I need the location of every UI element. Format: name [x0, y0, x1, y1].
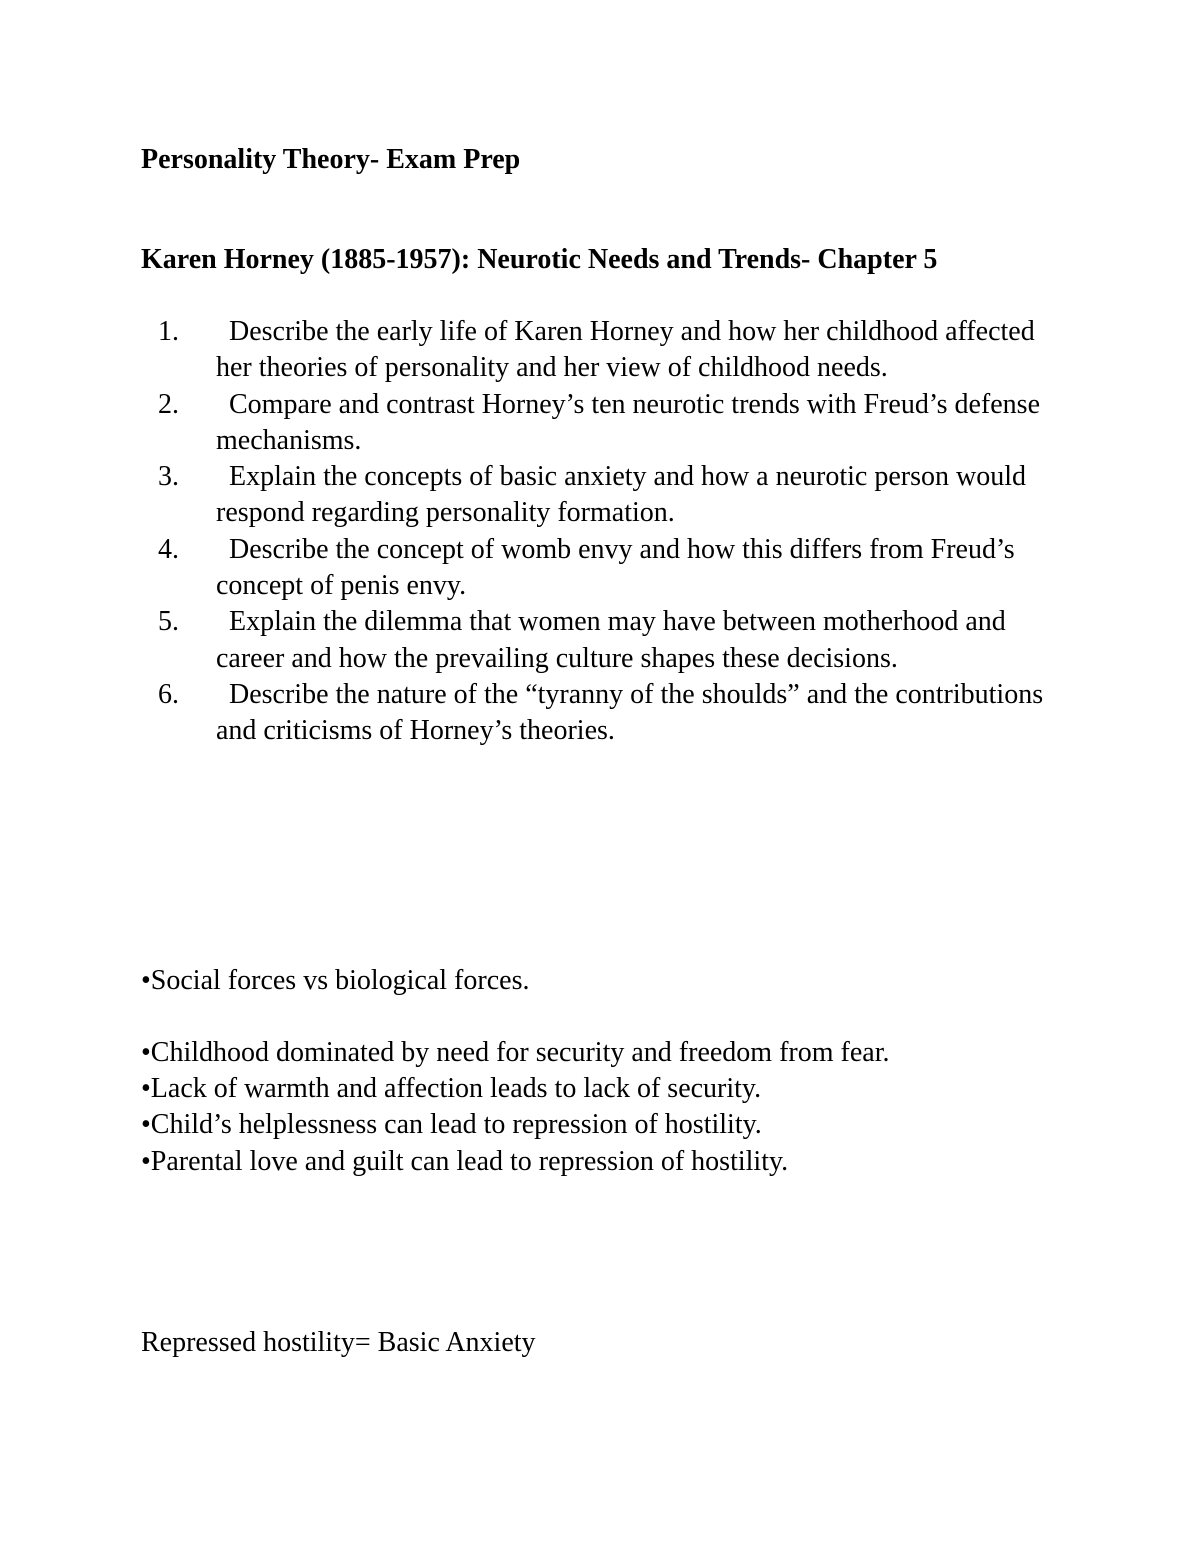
- question-text: Describe the nature of the “tyranny of the shoulds” and the contributions and criticisms of Horney’s theories.: [216, 678, 1044, 747]
- question-text: Explain the concepts of basic anxiety and how a neurotic person would respond regarding personality formation.: [216, 461, 1026, 529]
- question-item: [141, 459, 1071, 532]
- bullet-point: •Parental love and guilt can lead to repression of hostility.: [141, 1146, 789, 1177]
- question-text: Compare and contrast Horney’s ten neurotic trends with Freud’s defense mechanisms.: [216, 388, 1041, 456]
- question-text: Describe the early life of Karen Horney and how her childhood affected her theories of personality and her view of childhood needs.: [216, 316, 1035, 384]
- bullet-point: •Lack of warmth and affection leads to lack of security.: [141, 1073, 762, 1104]
- study-questions-list: [141, 314, 1071, 750]
- bullet-point: •Child’s helplessness can lead to repression of hostility.: [141, 1109, 762, 1140]
- question-number: 5.: [158, 606, 179, 638]
- question-item: [141, 532, 1071, 605]
- question-item: [141, 314, 1071, 387]
- question-text: Explain the dilemma that women may have between motherhood and career and how the prevailing culture shapes these decisions.: [216, 606, 1006, 674]
- document-title: Personality Theory- Exam Prep: [141, 144, 521, 175]
- summary-equation: Repressed hostility= Basic Anxiety: [141, 1327, 536, 1358]
- question-number: 3.: [158, 461, 179, 493]
- bullet-point: •Social forces vs biological forces.: [141, 965, 530, 996]
- question-number: 4.: [158, 533, 179, 565]
- question-number: 2.: [158, 388, 179, 420]
- question-item: [141, 604, 1071, 677]
- question-number: 6.: [158, 678, 179, 710]
- question-item: [141, 387, 1071, 460]
- chapter-heading: Karen Horney (1885-1957): Neurotic Needs and Trends- Chapter 5: [141, 244, 938, 275]
- bullet-point: •Childhood dominated by need for security and freedom from fear.: [141, 1037, 890, 1068]
- question-item: [141, 677, 1071, 750]
- question-number: 1.: [158, 316, 179, 347]
- question-text: Describe the concept of womb envy and how this differs from Freud’s concept of penis envy.: [216, 533, 1015, 602]
